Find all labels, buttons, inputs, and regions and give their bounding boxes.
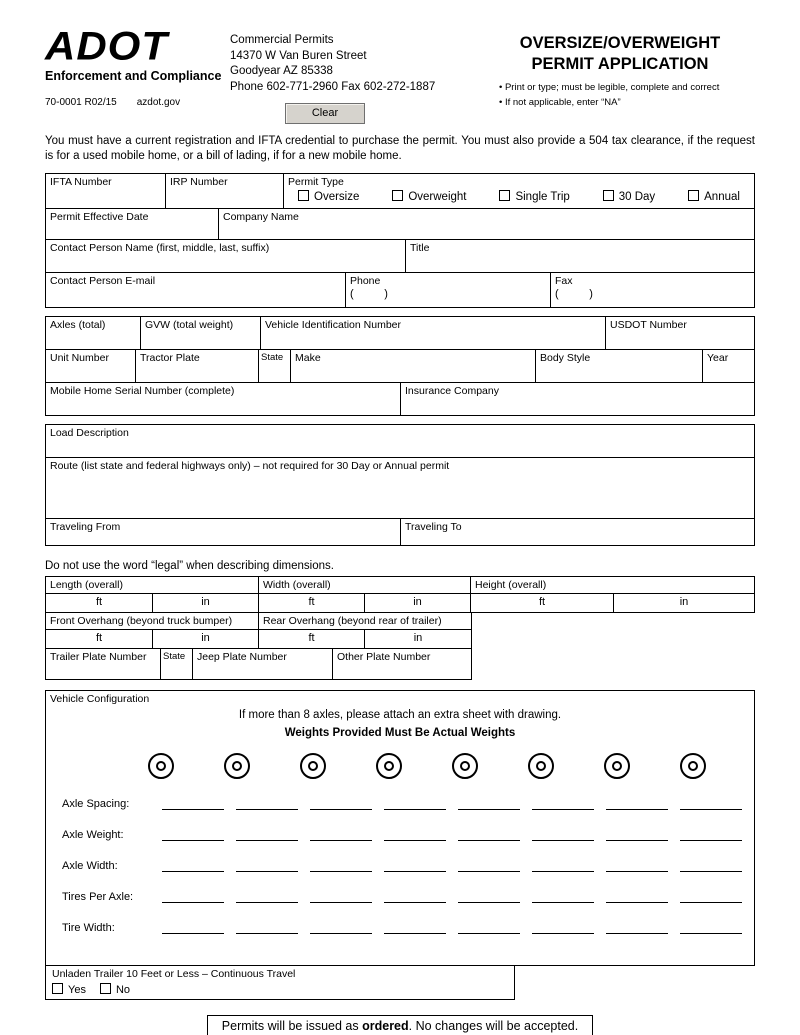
field-label: GVW (total weight) [145, 318, 234, 331]
route-field[interactable] [46, 458, 754, 518]
logo-block [45, 25, 230, 124]
vehicle-info-table [45, 316, 755, 416]
footer-text-pre: Permits will be issued as [221, 1018, 363, 1033]
permit-option-annual[interactable] [688, 190, 740, 203]
dimensions-table-bottom [45, 613, 472, 680]
footer-text-bold: ordered [362, 1018, 409, 1033]
traveling-from-field[interactable] [46, 519, 401, 545]
phone-area-code: ( ) [350, 287, 388, 300]
intro-paragraph: You must have a current registration and IFTA credential to purchase the permit. You must also provide a 504 tax clearance, if the request is for a used mobile home, or a bill of lading, if for a new mobile home. [45, 134, 755, 163]
unit-label: in [679, 595, 689, 608]
axle-weight-input[interactable] [162, 827, 224, 841]
permit-option-overweight[interactable] [392, 190, 466, 203]
tire-width-input[interactable] [310, 920, 372, 934]
field-label: Unit Number [50, 351, 109, 364]
load-route-table [45, 424, 755, 546]
title-field[interactable] [406, 240, 754, 272]
row-label: Axle Spacing: [62, 797, 130, 810]
field-label: Route (list state and federal highways only) – not required for 30 Day or Annual permit [50, 459, 450, 472]
axle-icon [224, 753, 250, 779]
axle-width-input[interactable] [606, 858, 668, 872]
axle-weight-input[interactable] [384, 827, 446, 841]
tires-per-axle-input[interactable] [236, 889, 298, 903]
trailer-plate-field[interactable] [46, 649, 161, 679]
checkbox-icon[interactable] [392, 190, 403, 201]
option-label: Oversize [314, 190, 360, 203]
field-label: State [163, 650, 186, 662]
email-field[interactable] [46, 273, 346, 307]
tire-width-input[interactable] [532, 920, 594, 934]
field-label: Permit Effective Date [50, 210, 149, 223]
address-line-1: Commercial Permits [230, 34, 334, 46]
tire-width-input[interactable] [384, 920, 446, 934]
fax-area-code: ( ) [555, 287, 593, 300]
tire-width-input[interactable] [236, 920, 298, 934]
logo-subtitle: Enforcement and Compliance [45, 69, 222, 83]
length-ft-field[interactable] [46, 594, 153, 612]
field-label: Permit Type [288, 175, 344, 188]
checkbox-icon[interactable] [499, 190, 510, 201]
page-title-line-1: OVERSIZE/OVERWEIGHT [519, 34, 721, 52]
fax-field[interactable] [551, 273, 754, 307]
width-in-field[interactable] [365, 594, 471, 612]
address-block [230, 25, 485, 124]
jeep-plate-field[interactable] [193, 649, 333, 679]
field-label: Axles (total) [50, 318, 106, 331]
field-label: Other Plate Number [337, 650, 431, 663]
instructions [485, 81, 755, 110]
title-block [485, 25, 755, 124]
axle-weight-input[interactable] [458, 827, 520, 841]
unit-number-field[interactable] [46, 350, 136, 382]
option-label: Annual [704, 190, 740, 203]
instruction-bullet-2: • If not applicable, enter “NA” [499, 96, 755, 110]
tire-width-input[interactable] [680, 920, 742, 934]
front-overhang-ft-field[interactable] [46, 630, 153, 648]
field-label: State [261, 351, 284, 363]
trailer-state-field[interactable] [161, 649, 193, 679]
axle-spacing-row [46, 796, 754, 810]
width-ft-field[interactable] [259, 594, 365, 612]
unit-label: ft [308, 595, 315, 608]
axle-icon [452, 753, 478, 779]
unit-label: in [413, 631, 423, 644]
field-label: Mobile Home Serial Number (complete) [50, 384, 235, 397]
checkbox-icon[interactable] [603, 190, 614, 201]
axle-spacing-input[interactable] [236, 796, 298, 810]
row-label: Axle Weight: [62, 828, 124, 841]
field-label: Fax [555, 274, 573, 287]
front-overhang-in-field[interactable] [153, 630, 259, 648]
ifta-number-field[interactable] [46, 174, 166, 208]
traveling-to-field[interactable] [401, 519, 754, 545]
load-description-field[interactable] [46, 425, 754, 457]
axle-weight-input[interactable] [532, 827, 594, 841]
vehicle-configuration-section [45, 690, 755, 966]
dimensions-note: Do not use the word “legal” when describing dimensions. [45, 559, 334, 572]
field-label: Contact Person E-mail [50, 274, 156, 287]
permit-info-table [45, 173, 755, 308]
checkbox-icon[interactable] [52, 983, 63, 994]
length-overall-label [46, 577, 259, 593]
height-overall-label [471, 577, 754, 593]
vin-field[interactable] [261, 317, 606, 349]
tires-per-axle-input[interactable] [606, 889, 668, 903]
option-label: Overweight [408, 190, 467, 203]
permit-type-field [284, 174, 754, 208]
vehicle-configuration-label: Vehicle Configuration [50, 692, 150, 705]
unit-label: ft [95, 631, 103, 644]
field-label: USDOT Number [610, 318, 687, 331]
permit-option-oversize[interactable] [298, 190, 359, 203]
tires-per-axle-input[interactable] [310, 889, 372, 903]
tire-width-input[interactable] [458, 920, 520, 934]
axle-width-input[interactable] [680, 858, 742, 872]
permit-option-single-trip[interactable] [499, 190, 569, 203]
axle-weight-row [46, 827, 754, 841]
tire-width-input[interactable] [162, 920, 224, 934]
field-label: Front Overhang (beyond truck bumper) [50, 614, 233, 627]
instruction-bullet-1: • Print or type; must be legible, complete and correct [499, 81, 755, 95]
gvw-field[interactable] [141, 317, 261, 349]
permit-option-30-day[interactable] [603, 190, 655, 203]
width-overall-label [259, 577, 471, 593]
contact-name-field[interactable] [46, 240, 406, 272]
year-field[interactable] [703, 350, 754, 382]
clear-button[interactable]: Clear [285, 103, 365, 124]
row-label: Tires Per Axle: [62, 890, 134, 903]
option-label: 30 Day [618, 190, 656, 203]
field-label: Insurance Company [405, 384, 499, 397]
company-name-field[interactable] [219, 209, 754, 239]
axle-weight-input[interactable] [606, 827, 668, 841]
checkbox-icon[interactable] [100, 983, 111, 994]
unit-label: in [201, 631, 210, 644]
axle-icon [300, 753, 326, 779]
unit-label: in [201, 595, 210, 608]
height-ft-field[interactable] [471, 594, 614, 612]
option-label: Single Trip [515, 190, 570, 203]
field-label: Load Description [50, 426, 129, 439]
rear-overhang-ft-field[interactable] [259, 630, 365, 648]
field-label: Contact Person Name (first, middle, last, suffix) [50, 241, 270, 254]
axle-spacing-input[interactable] [606, 796, 668, 810]
option-label: No [115, 983, 131, 996]
field-label: Trailer Plate Number [50, 650, 147, 663]
row-label: Tire Width: [62, 921, 115, 934]
field-label: Traveling To [405, 520, 462, 533]
unit-label: in [413, 595, 422, 608]
rear-overhang-in-field[interactable] [365, 630, 471, 648]
header [45, 25, 755, 124]
form-number: 70-0001 R02/15 [45, 97, 117, 108]
extra-sheet-note: If more than 8 axles, please attach an extra sheet with drawing. [238, 708, 562, 721]
axle-width-input[interactable] [384, 858, 446, 872]
axle-spacing-input[interactable] [162, 796, 224, 810]
axle-width-input[interactable] [532, 858, 594, 872]
page-title [485, 33, 755, 74]
usdot-field[interactable] [606, 317, 754, 349]
field-label: Phone [350, 274, 381, 287]
rear-overhang-label [259, 613, 471, 629]
checkbox-icon[interactable] [688, 190, 699, 201]
tires-per-axle-row [46, 889, 754, 903]
unit-label: ft [308, 631, 315, 644]
address-line-4: Phone 602-771-2960 Fax 602-272-1887 [230, 80, 436, 93]
field-label: Make [295, 351, 321, 364]
adot-logo: ADOT [45, 23, 168, 68]
field-label: IRP Number [170, 175, 228, 188]
height-in-field[interactable] [614, 594, 754, 612]
field-label: Rear Overhang (beyond rear of trailer) [263, 614, 442, 627]
actual-weights-note: Weights Provided Must Be Actual Weights [284, 726, 516, 739]
tires-per-axle-input[interactable] [162, 889, 224, 903]
tire-width-input[interactable] [606, 920, 668, 934]
axle-icon [604, 753, 630, 779]
axle-spacing-input[interactable] [532, 796, 594, 810]
unladen-trailer-section [45, 965, 515, 1000]
axle-icon [376, 753, 402, 779]
make-field[interactable] [291, 350, 536, 382]
axle-icon [680, 753, 706, 779]
effective-date-field[interactable] [46, 209, 219, 239]
row-label: Axle Width: [62, 859, 118, 872]
dimensions-table-top [45, 576, 755, 613]
axle-icon [528, 753, 554, 779]
axle-icon [148, 753, 174, 779]
unit-label: ft [538, 595, 546, 608]
unladen-yes-option[interactable] [52, 983, 86, 996]
field-label: Tractor Plate [140, 351, 200, 364]
footer-text-post: . No changes will be accepted. [408, 1018, 579, 1033]
field-label: IFTA Number [50, 175, 112, 188]
axles-total-field[interactable] [46, 317, 141, 349]
axle-diagram [148, 753, 706, 779]
address-line-3: Goodyear AZ 85338 [230, 65, 333, 78]
tires-per-axle-input[interactable] [680, 889, 742, 903]
tires-per-axle-input[interactable] [458, 889, 520, 903]
tires-per-axle-input[interactable] [384, 889, 446, 903]
axle-width-input[interactable] [236, 858, 298, 872]
axle-spacing-input[interactable] [310, 796, 372, 810]
length-in-field[interactable] [153, 594, 259, 612]
address-line-2: 14370 W Van Buren Street [230, 49, 367, 62]
phone-field[interactable] [346, 273, 551, 307]
other-plate-field[interactable] [333, 649, 471, 679]
field-label: Height (overall) [475, 578, 547, 591]
option-label: Yes [68, 983, 86, 996]
axle-width-row [46, 858, 754, 872]
axle-width-input[interactable] [458, 858, 520, 872]
tire-width-row [46, 920, 754, 934]
axle-weight-input[interactable] [236, 827, 298, 841]
axle-weight-input[interactable] [310, 827, 372, 841]
field-label: Width (overall) [263, 578, 331, 591]
axle-width-input[interactable] [162, 858, 224, 872]
tires-per-axle-input[interactable] [532, 889, 594, 903]
front-overhang-label [46, 613, 259, 629]
checkbox-icon[interactable] [298, 190, 309, 201]
website-link[interactable]: azdot.gov [136, 97, 181, 108]
mobile-home-serial-field[interactable] [46, 383, 401, 415]
field-label: Vehicle Identification Number [265, 318, 401, 331]
page-title-line-2: PERMIT APPLICATION [531, 54, 709, 73]
insurance-company-field[interactable] [401, 383, 754, 415]
unladen-no-option[interactable] [100, 983, 130, 996]
unit-label: ft [95, 595, 103, 608]
field-label: Traveling From [50, 520, 121, 533]
unladen-label: Unladen Trailer 10 Feet or Less – Continuous Travel [52, 967, 296, 980]
tractor-plate-field[interactable] [136, 350, 259, 382]
irp-number-field[interactable] [166, 174, 284, 208]
body-style-field[interactable] [536, 350, 703, 382]
axle-spacing-input[interactable] [680, 796, 742, 810]
field-label: Company Name [223, 210, 299, 223]
axle-weight-input[interactable] [680, 827, 742, 841]
footer-notice [207, 1015, 593, 1035]
axle-width-input[interactable] [310, 858, 372, 872]
axle-spacing-input[interactable] [458, 796, 520, 810]
field-label: Year [707, 351, 729, 364]
state-field[interactable] [259, 350, 291, 382]
field-label: Title [410, 241, 430, 254]
field-label: Body Style [540, 351, 591, 364]
axle-spacing-input[interactable] [384, 796, 446, 810]
field-label: Length (overall) [50, 578, 123, 591]
field-label: Jeep Plate Number [197, 650, 287, 663]
